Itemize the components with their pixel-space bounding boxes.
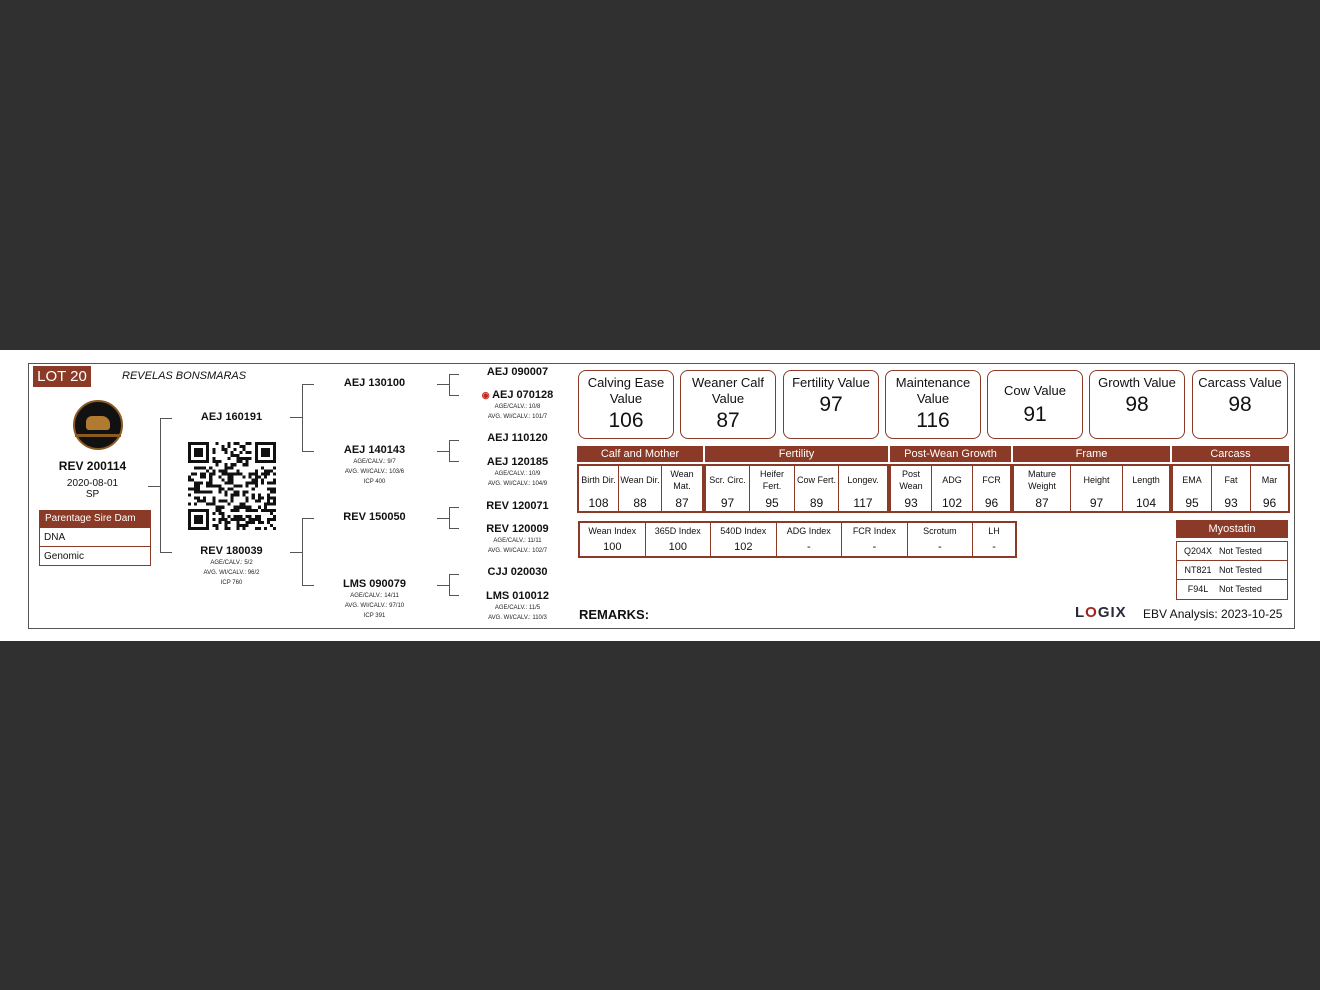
ped-line (449, 528, 459, 529)
ggp-age-calv: AGE/CALV.: 11/5 (494, 605, 541, 611)
value-box (987, 370, 1083, 439)
logo-letter-o: O (1085, 604, 1098, 621)
value-box (1089, 370, 1185, 439)
ped-line (437, 451, 449, 452)
myostatin-row (1177, 580, 1287, 599)
ggp-block (465, 523, 570, 556)
ggp-block (465, 456, 570, 489)
sire-id: AEJ 160191 (200, 411, 263, 423)
ped-line (449, 440, 450, 462)
ggp-avg-wi: AVG. WI/CALV.: 104/9 (487, 481, 548, 487)
myostatin-marker: F94L (1187, 584, 1209, 594)
ggp-age-calv: AGE/CALV.: 10/8 (494, 404, 541, 410)
index-name: LH (988, 526, 1000, 536)
ebv-cell (706, 466, 750, 511)
ebv-grid-post-wean (889, 464, 1012, 513)
index-value: 100 (603, 541, 622, 553)
ped-line (302, 384, 303, 452)
sire-sire-id: AEJ 130100 (343, 377, 406, 389)
parentage-header: Parentage Sire Dam (40, 511, 150, 527)
breeder-name: REVELAS BONSMARAS (122, 370, 247, 382)
parentage-row: DNA (40, 527, 150, 546)
value-label: Maintenance Value (895, 375, 971, 406)
value-box (783, 370, 879, 439)
ped-line (449, 507, 450, 529)
value-box (680, 370, 776, 439)
ped-line (302, 518, 303, 586)
logo-banner (75, 434, 121, 437)
ebv-grid-fertility (704, 464, 889, 513)
trait-name: Longev. (847, 475, 879, 485)
trait-value: 89 (809, 496, 824, 510)
ebv-grid-carcass (1171, 464, 1290, 513)
value-label: Growth Value (1098, 375, 1176, 390)
ggp-id: AEJ 110120 (487, 432, 548, 444)
trait-value: 97 (1089, 496, 1104, 510)
analysis-date: EBV Analysis: 2023-10-25 (1143, 607, 1283, 621)
trait-name: Heifer Fert. (759, 469, 784, 491)
index-value: 102 (734, 541, 753, 553)
ggp-block (465, 389, 570, 422)
dam-sire-id: REV 150050 (343, 511, 406, 523)
ebv-cell (1071, 466, 1123, 511)
value-label: Calving Ease Value (587, 375, 665, 406)
myostatin-marker: NT821 (1184, 565, 1212, 575)
myostatin-row (1177, 561, 1287, 580)
ggp-id: LMS 010012 (486, 590, 549, 602)
trait-value: 95 (1185, 496, 1199, 510)
ggp-age-calv: AGE/CALV.: 10/9 (494, 471, 541, 477)
qr-code[interactable] (188, 442, 276, 530)
ebv-cell (579, 466, 619, 511)
remarks-label: REMARKS: (579, 607, 650, 622)
trait-value: 117 (853, 496, 873, 510)
ped-line (302, 585, 314, 586)
index-value: - (872, 541, 877, 553)
trait-value: 102 (941, 496, 963, 510)
dam-dam-age-calv: AGE/CALV.: 14/11 (350, 593, 399, 599)
trait-name: Post Wean (899, 469, 923, 491)
ped-line (449, 440, 459, 441)
ggp-avg-wi: AVG. WI/CALV.: 101/7 (487, 414, 548, 420)
myostatin-status: Not Tested (1219, 584, 1262, 594)
trait-value: 87 (1035, 496, 1049, 510)
ebv-cell (1123, 466, 1169, 511)
value-label: Weaner Calf Value (691, 375, 764, 406)
index-cell (908, 523, 974, 556)
ebv-grid-calf-mother (577, 464, 704, 513)
value-number: 98 (1125, 393, 1149, 416)
ped-line (290, 552, 302, 553)
ped-line (302, 451, 314, 452)
ped-line (160, 552, 172, 553)
animal-birth-date: 2020-08-01 (66, 478, 119, 489)
ped-line (437, 384, 449, 385)
trait-value: 108 (588, 496, 609, 510)
ebv-cell (891, 466, 932, 511)
trait-name: Mar (1261, 475, 1278, 485)
trait-name: Fat (1224, 475, 1238, 485)
dam-id: REV 180039 (200, 545, 263, 557)
index-cell (842, 523, 908, 556)
marker-icon: ◉ (481, 390, 493, 400)
dam-dam-block (322, 578, 427, 621)
trait-name: FCR (982, 475, 1001, 485)
logix-logo (1075, 604, 1127, 621)
ped-line (449, 374, 450, 396)
ebv-cell (1014, 466, 1071, 511)
trait-name: Wean Dir. (620, 475, 660, 485)
sire-dam-block (322, 444, 427, 487)
index-name: 365D Index (654, 526, 701, 536)
ebv-cell (932, 466, 973, 511)
section-header-calf-mother: Calf and Mother (577, 446, 703, 462)
sire-dam-age-calv: AGE/CALV.: 9/7 (353, 459, 396, 465)
sire-dam-avg-wi: AVG. WI/CALV.: 103/6 (344, 469, 405, 475)
lot-badge: LOT 20 (33, 366, 91, 387)
value-number: 97 (819, 393, 843, 416)
ebv-cell (750, 466, 795, 511)
ebv-cell (839, 466, 887, 511)
index-value: - (806, 541, 811, 553)
ebv-cell (973, 466, 1010, 511)
ggp-id: CJJ 020030 (487, 566, 548, 578)
ggp-avg-wi: AVG. WI/CALV.: 102/7 (487, 548, 548, 554)
index-cell (646, 523, 712, 556)
dam-dam-id: LMS 090079 (343, 578, 406, 590)
section-header-carcass: Carcass (1172, 446, 1289, 462)
value-number: 106 (608, 409, 644, 432)
value-number: 116 (916, 409, 950, 432)
ggp-block (465, 590, 570, 623)
ebv-grid-frame (1012, 464, 1171, 513)
dam-age-calv: AGE/CALV.: 5/2 (210, 560, 253, 566)
value-box (1192, 370, 1288, 439)
trait-value: 93 (904, 496, 918, 510)
trait-name: Scr. Circ. (709, 475, 746, 485)
trait-value: 104 (1135, 496, 1157, 510)
value-box (578, 370, 674, 439)
trait-value: 96 (984, 496, 999, 510)
dam-dam-icp: ICP 391 (363, 613, 386, 619)
lot-sheet (0, 350, 1320, 641)
ped-line (290, 417, 302, 418)
ggp-id (465, 389, 570, 401)
index-name: Scrotum (923, 526, 957, 536)
sire-dam-icp: ICP 400 (363, 479, 386, 485)
ebv-cell (662, 466, 702, 511)
ped-line (148, 486, 160, 487)
section-header-post-wean: Post-Wean Growth (890, 446, 1011, 462)
trait-value: 93 (1224, 496, 1238, 510)
index-cell (973, 523, 1015, 556)
stud-logo (73, 400, 123, 450)
index-name: ADG Index (786, 526, 831, 536)
ebv-cell (795, 466, 839, 511)
dam-block (180, 545, 283, 588)
index-name: Wean Index (588, 526, 637, 536)
ggp-id-text: AEJ 070128 (492, 389, 554, 401)
index-cell (580, 523, 646, 556)
logo-letters: GIX (1097, 604, 1127, 621)
section-header-fertility: Fertility (705, 446, 888, 462)
trait-name: Length (1132, 475, 1160, 485)
index-cell (711, 523, 777, 556)
trait-name: EMA (1182, 475, 1202, 485)
myostatin-row (1177, 542, 1287, 561)
myostatin-marker: Q204X (1183, 546, 1213, 556)
ebv-cell (1251, 466, 1288, 511)
value-box (885, 370, 981, 439)
ped-line (449, 461, 459, 462)
bull-icon (86, 416, 110, 430)
dam-avg-wi: AVG. WI/CALV.: 96/2 (203, 570, 260, 576)
ped-line (160, 418, 172, 419)
index-cell (777, 523, 843, 556)
animal-sex: SP (85, 489, 100, 500)
trait-name: ADG (942, 475, 962, 485)
ggp-id: AEJ 090007 (486, 366, 549, 378)
index-value: - (992, 541, 996, 553)
value-number: 98 (1228, 393, 1252, 416)
parentage-row: Genomic (40, 546, 150, 565)
ped-line (449, 395, 459, 396)
value-number: 91 (1023, 403, 1047, 426)
logo-letter: L (1075, 604, 1086, 621)
ped-line (437, 585, 449, 586)
ggp-id: REV 120009 (486, 523, 549, 535)
dam-dam-avg-wi: AVG. WI/CALV.: 97/10 (344, 603, 405, 609)
ggp-id: REV 120071 (486, 500, 549, 512)
ped-line (449, 507, 459, 508)
myostatin-status: Not Tested (1219, 546, 1262, 556)
ggp-id: AEJ 120185 (486, 456, 549, 468)
trait-name: Height (1083, 475, 1110, 485)
index-name: 540D Index (720, 526, 767, 536)
trait-name: Birth Dir. (581, 475, 616, 485)
ebv-cell (1212, 466, 1251, 511)
ped-line (449, 574, 459, 575)
ebv-cell (1173, 466, 1212, 511)
ped-line (302, 518, 314, 519)
animal-id: REV 200114 (58, 459, 127, 473)
value-label: Cow Value (1004, 383, 1066, 398)
ggp-avg-wi: AVG. WI/CALV.: 110/3 (488, 615, 547, 621)
ebv-cell (619, 466, 662, 511)
section-header-frame: Frame (1013, 446, 1170, 462)
index-value: - (938, 541, 942, 553)
trait-name: Wean Mat. (670, 469, 694, 491)
trait-value: 87 (675, 496, 689, 510)
trait-name: Cow Fert. (796, 475, 836, 485)
ped-line (437, 518, 449, 519)
trait-name: Mature Weight (1027, 469, 1056, 491)
value-label: Fertility Value (792, 375, 870, 390)
ped-line (449, 595, 459, 596)
index-value: 100 (668, 541, 687, 553)
ped-line (449, 574, 450, 596)
trait-value: 97 (720, 496, 735, 510)
index-table (578, 521, 1017, 558)
sire-dam-id: AEJ 140143 (343, 444, 406, 456)
myostatin-table (1176, 541, 1288, 600)
dam-icp: ICP 760 (220, 580, 243, 586)
trait-value: 88 (633, 496, 647, 510)
ped-line (302, 384, 314, 385)
index-name: FCR Index (852, 526, 896, 536)
trait-value: 95 (765, 496, 779, 510)
myostatin-header: Myostatin (1176, 520, 1288, 538)
trait-value: 96 (1262, 496, 1277, 510)
parentage-table (39, 510, 151, 566)
myostatin-status: Not Tested (1219, 565, 1262, 575)
value-number: 87 (716, 409, 740, 432)
ggp-age-calv: AGE/CALV.: 11/11 (493, 538, 542, 544)
ped-line (160, 418, 161, 553)
ped-line (449, 374, 459, 375)
value-label: Carcass Value (1198, 375, 1282, 390)
